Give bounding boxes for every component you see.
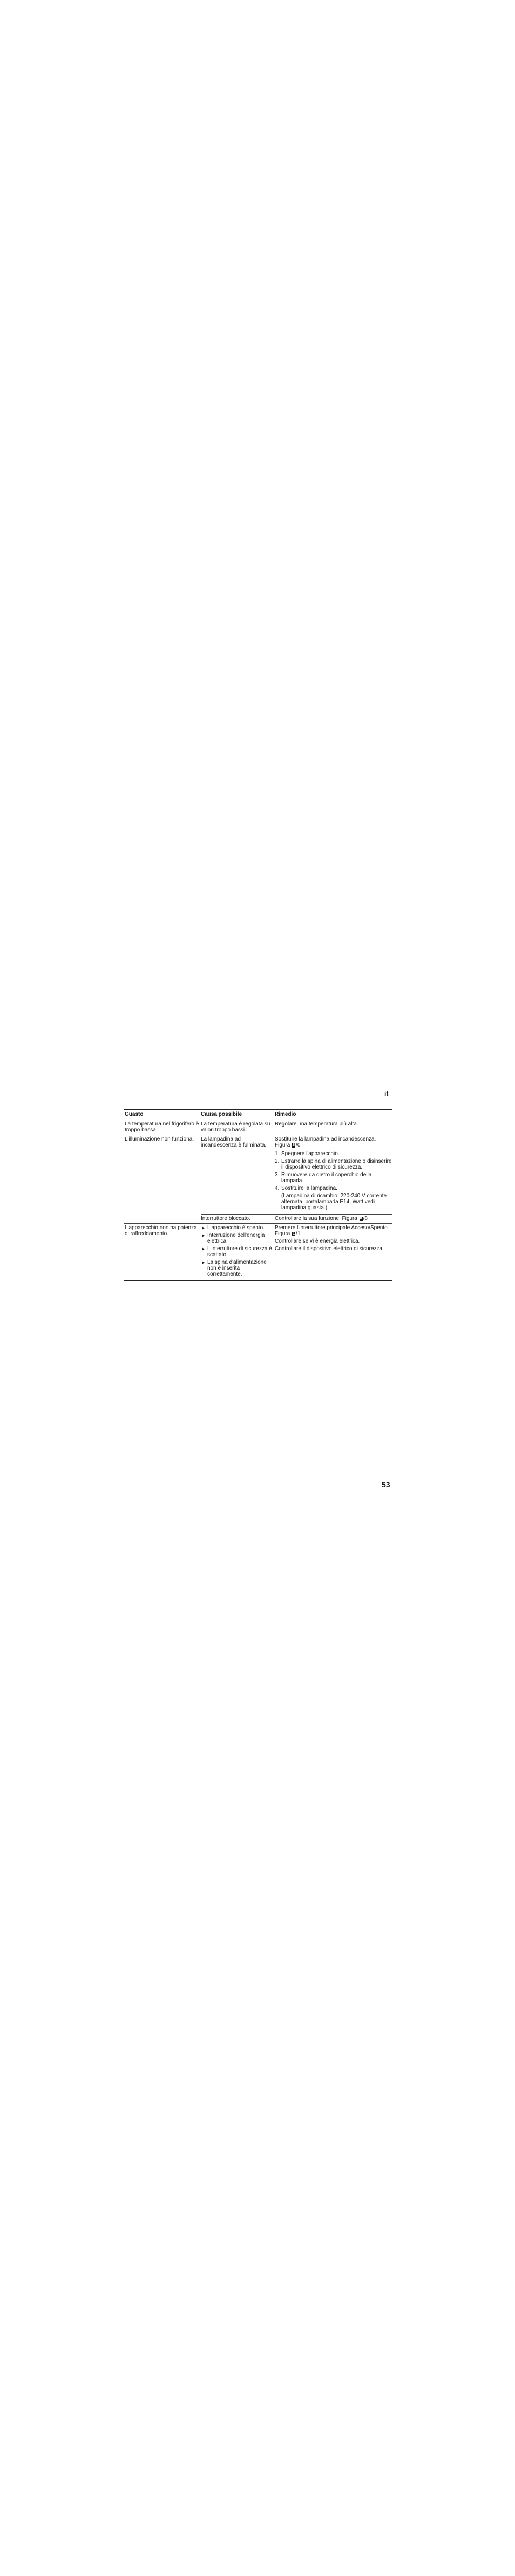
table-row [124,1223,392,1281]
cause-cell: La temperatura è regolata su valori troppo bassi. [201,1121,270,1133]
fault-cell: L'apparecchio non ha potenza di raffreddamento. [125,1225,197,1237]
remedy-line: Controllare il dispositivo elettrico di sicurezza. [275,1246,384,1252]
steps-list [275,1151,392,1191]
bullet-icon [202,1247,205,1251]
figure-badge: 8 [293,1143,295,1147]
list-item: L'interruttore di sicurezza è scattato. [201,1246,275,1258]
remedy-cell: Controllare la sua funzione. Figura 8 /8 [275,1216,368,1222]
figure-badge: 1 [293,1232,295,1236]
bullet-icon [202,1234,205,1237]
fault-cell: L'illuminazione non funziona. [125,1136,194,1142]
list-item: Interruzione dell'energia elettrica. [201,1232,275,1244]
remedy-cell: Regolare una temperatura più alta. [275,1121,358,1127]
row-subgroup [201,1135,392,1223]
table-row [124,1135,392,1223]
list-item: 4. Sostituire la lampadina. [275,1185,337,1191]
remedy-cell [275,1135,392,1214]
list-item: 2. Estrarre la spina di alimentazione o disinserire il dispositivo elettrico di sicurezza. [275,1158,392,1170]
fault-cell: La temperatura nel frigorifero è troppo bassa. [125,1121,199,1133]
table-subrow [201,1214,392,1223]
remedy-line: Premere l'interruttore principale Acceso/Spento. Figura 1 /1 [275,1225,389,1237]
table-subrow [201,1135,392,1214]
list-item: L'apparecchio è spento. [201,1225,275,1231]
causes-list [201,1225,275,1277]
list-item: La spina d'alimentazione non è inserita correttamente. [201,1259,275,1277]
header-remedy: Rimedio [275,1111,296,1117]
cause-cell [201,1224,275,1280]
list-item: 3. Rimuovere da dietro il coperchio della lampada. [275,1172,372,1184]
cause-cell: Interruttore bloccato. [201,1216,250,1222]
header-fault: Guasto [125,1111,144,1117]
cause-cell: La lampadina ad incandescenza è fulminata. [201,1136,267,1148]
list-item: 1. Spegnere l'apparecchio. [275,1151,340,1157]
page-number: 53 [382,1480,390,1489]
table-row [124,1120,392,1135]
replacement-note: (Lampadina di ricambio: 220-240 V corrente alternata, portalampada E14, Watt vedi lampadina guasta.) [281,1193,387,1211]
troubleshooting-table [124,1109,392,1281]
language-tag: it [384,1090,389,1097]
remedy-intro: Sostituire la lampadina ad incandescenza. Figura 8 /0 [275,1136,376,1148]
figure-badge: 8 [360,1217,362,1220]
table-header-row [124,1110,392,1120]
bullet-icon [202,1226,205,1230]
remedy-cell [275,1224,392,1280]
header-cause: Causa possibile [201,1111,242,1117]
bullet-icon [202,1261,205,1264]
remedy-line: Controllare se vi è energia elettrica. [275,1238,360,1244]
